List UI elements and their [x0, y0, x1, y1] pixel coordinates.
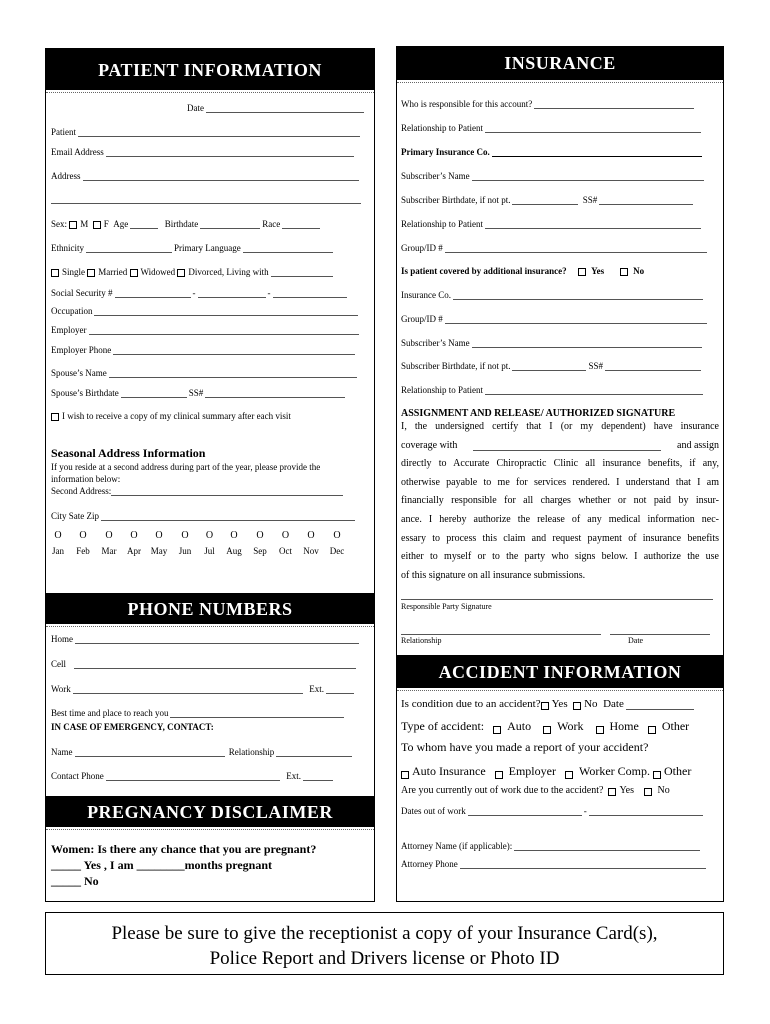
- spouse-ss-label: SS#: [188, 388, 204, 398]
- work-phone-field[interactable]: [73, 685, 303, 694]
- accident-date-label: Date: [603, 698, 624, 710]
- out-of-work-yes-label: Yes: [619, 785, 634, 796]
- subscriber-birthdate-field[interactable]: [512, 196, 578, 205]
- month-label: Oct: [279, 546, 292, 556]
- ext-field[interactable]: [326, 685, 354, 694]
- ethnicity-field[interactable]: [86, 244, 172, 253]
- assignment-line: of this signature on all insurance submissions.: [401, 569, 586, 581]
- month-markers: [46, 530, 350, 541]
- clinical-summary-label: I wish to receive a copy of my clinical summary after each visit: [62, 411, 291, 421]
- seasonal-text-1: If you reside at a second address during part of the year, please provide the: [51, 462, 321, 472]
- accident-date-field[interactable]: [626, 701, 694, 710]
- widowed-checkbox[interactable]: [130, 269, 138, 277]
- subscriber-name-field[interactable]: [472, 172, 704, 181]
- auto-label: Auto: [507, 719, 532, 733]
- relationship-sign-label: Relationship: [401, 636, 442, 645]
- female-label: F: [103, 219, 109, 229]
- out-of-work-yes-checkbox[interactable]: [608, 788, 616, 796]
- other-report-checkbox[interactable]: [653, 771, 661, 779]
- assignment-text: [401, 418, 719, 585]
- assignment-line: either to myself or to the party who signs below. I authorize the use: [401, 551, 719, 563]
- home-phone-label: Home: [51, 634, 73, 644]
- month-label: Mar: [101, 546, 117, 556]
- divider: [397, 82, 723, 83]
- work-phone-label: Work: [51, 684, 71, 694]
- month-marker[interactable]: O: [105, 530, 113, 541]
- female-checkbox[interactable]: [93, 221, 101, 229]
- cell-phone-field[interactable]: [74, 660, 356, 669]
- assignment-line: I, the undersigned certify that I (or my dependent) have insurance: [401, 421, 719, 432]
- second-address-field[interactable]: [111, 487, 343, 496]
- relationship-field-3[interactable]: [485, 386, 703, 395]
- address-label: Address: [51, 171, 81, 181]
- additional-yes-checkbox[interactable]: [578, 268, 586, 276]
- accident-information-title: ACCIDENT INFORMATION: [438, 662, 682, 682]
- city-state-zip-field[interactable]: [101, 512, 355, 521]
- month-labels: [46, 546, 350, 556]
- group-id-label-2: Group/ID #: [401, 314, 443, 324]
- insurance-title: INSURANCE: [504, 53, 616, 73]
- relationship-field-2[interactable]: [485, 220, 701, 229]
- insurance-co-field[interactable]: [453, 291, 703, 300]
- dates-out-from-field[interactable]: [468, 807, 582, 816]
- date-label: Date: [187, 103, 204, 113]
- attorney-phone-label: Attorney Phone: [401, 859, 458, 869]
- divider: [46, 829, 374, 830]
- out-of-work-no-checkbox[interactable]: [644, 788, 652, 796]
- month-label: Sep: [253, 546, 267, 556]
- spouse-name-field[interactable]: [109, 369, 357, 378]
- attorney-name-field[interactable]: [514, 842, 700, 851]
- assignment-line: directly to Accurate Chiropractic Clinic all insurance benefits, if any,: [401, 458, 719, 470]
- out-of-work-label: Are you currently out of work due to the accident?: [401, 785, 604, 796]
- divorced-checkbox[interactable]: [177, 269, 185, 277]
- other-report-label: Other: [664, 764, 692, 778]
- employer-phone-field[interactable]: [113, 346, 355, 355]
- month-marker[interactable]: O: [333, 530, 341, 541]
- pregnancy-months-blank[interactable]: ________: [136, 858, 185, 872]
- coverage-with-label: coverage with: [401, 439, 458, 451]
- ssn-field-1[interactable]: [115, 289, 191, 298]
- contact-phone-label: Contact Phone: [51, 771, 104, 781]
- month-marker[interactable]: O: [256, 530, 264, 541]
- footer-line-2: Police Report and Drivers license or Photo ID: [209, 948, 560, 969]
- assignment-line: essary to process this claim and request payment of insurance benefits: [401, 532, 719, 544]
- ssn-field-2[interactable]: [198, 289, 266, 298]
- second-address-label: Second Address:: [51, 486, 112, 496]
- age-label: Age: [113, 219, 129, 229]
- assignment-line: [401, 437, 719, 456]
- male-checkbox[interactable]: [69, 221, 77, 229]
- assignment-line: financially responsible for all charges whether or not paid by insur-: [401, 495, 719, 507]
- address-field[interactable]: [83, 172, 359, 181]
- dash: -: [267, 288, 271, 298]
- contact-phone-field[interactable]: [106, 772, 280, 781]
- married-label: Married: [98, 267, 128, 277]
- group-id-field-2[interactable]: [445, 315, 707, 324]
- relationship-field[interactable]: [485, 124, 701, 133]
- relationship-label: Relationship to Patient: [401, 123, 483, 133]
- month-marker[interactable]: O: [281, 530, 290, 541]
- emergency-contact-heading: IN CASE OF EMERGENCY, CONTACT:: [51, 722, 214, 732]
- assignment-title: ASSIGNMENT AND RELEASE/ AUTHORIZED SIGNATURE: [401, 408, 676, 419]
- phone-numbers-header: [46, 594, 374, 624]
- month-marker[interactable]: O: [181, 530, 189, 541]
- employer-label: Employer: [51, 325, 87, 335]
- date-sign-label: Date: [628, 636, 644, 645]
- group-id-field[interactable]: [445, 244, 707, 253]
- workers-comp-checkbox[interactable]: [565, 771, 573, 779]
- relationship-sign-line[interactable]: [401, 634, 601, 635]
- employer-label: Employer: [508, 764, 556, 778]
- ssn-label: Social Security #: [51, 288, 113, 298]
- pregnancy-no-label: No: [84, 874, 99, 888]
- living-with-field[interactable]: [271, 268, 333, 277]
- out-of-work-no-label: No: [657, 785, 670, 796]
- month-label: May: [150, 546, 168, 556]
- additional-no-checkbox[interactable]: [620, 268, 628, 276]
- divorced-label: Divorced, Living with: [188, 267, 269, 277]
- month-marker[interactable]: O: [205, 530, 214, 541]
- work-checkbox[interactable]: [543, 726, 551, 734]
- additional-yes-label: Yes: [591, 266, 605, 276]
- sex-label: Sex:: [51, 219, 68, 229]
- accident-condition-label: Is condition due to an accident?: [401, 698, 541, 710]
- spouse-name-label: Spouse’s Name: [51, 368, 107, 378]
- address-field-line-2[interactable]: [51, 195, 361, 204]
- best-time-label: Best time and place to reach you: [51, 708, 169, 718]
- accident-no-label: No: [584, 698, 598, 710]
- accident-information-header: [397, 656, 723, 688]
- race-label: Race: [262, 219, 281, 229]
- employer-phone-label: Employer Phone: [51, 345, 112, 355]
- subscriber-name-label-2: Subscriber’s Name: [401, 338, 470, 348]
- date-sign-line[interactable]: [610, 634, 710, 635]
- month-label: Feb: [76, 546, 90, 556]
- email-label: Email Address: [51, 147, 104, 157]
- spouse-birthdate-field[interactable]: [121, 389, 187, 398]
- work-label: Work: [557, 719, 584, 733]
- pregnancy-disclaimer-header: [46, 797, 374, 827]
- occupation-label: Occupation: [51, 306, 93, 316]
- month-label: Nov: [303, 546, 319, 556]
- month-label: Jul: [204, 546, 215, 556]
- emergency-relationship-label: Relationship: [228, 747, 275, 757]
- relationship-label-2: Relationship to Patient: [401, 219, 483, 229]
- report-question: To whom have you made a report of your accident?: [401, 740, 649, 754]
- dates-out-label: Dates out of work: [401, 806, 466, 816]
- subscriber-ss-label: SS#: [582, 195, 598, 205]
- attorney-phone-field[interactable]: [460, 860, 706, 869]
- month-marker[interactable]: O: [155, 530, 163, 541]
- primary-insurance-field[interactable]: [492, 148, 702, 157]
- email-field[interactable]: [106, 148, 354, 157]
- subscriber-birthdate-field-2[interactable]: [512, 362, 586, 371]
- month-marker[interactable]: O: [307, 530, 315, 541]
- insurance-co-label: Insurance Co.: [401, 290, 451, 300]
- month-label: Aug: [226, 546, 242, 556]
- insurance-header: [397, 47, 723, 80]
- single-checkbox[interactable]: [51, 269, 59, 277]
- home-phone-field[interactable]: [75, 635, 359, 644]
- other-label: Other: [661, 719, 690, 733]
- relationship-label-3: Relationship to Patient: [401, 385, 483, 395]
- phone-numbers-title: PHONE NUMBERS: [127, 599, 293, 619]
- month-label: Apr: [127, 546, 141, 556]
- pregnancy-months-label: months pregnant: [184, 858, 273, 872]
- pregnancy-yes-row: [51, 858, 272, 873]
- pregnancy-no-blank[interactable]: _____: [51, 874, 81, 888]
- single-label: Single: [62, 267, 86, 277]
- attorney-name-label: Attorney Name (if applicable):: [401, 841, 513, 851]
- patient-information-header: [46, 49, 374, 90]
- married-checkbox[interactable]: [87, 269, 95, 277]
- spouse-ss-field[interactable]: [205, 389, 345, 398]
- signature-line[interactable]: [401, 599, 713, 600]
- spouse-birthdate-label: Spouse’s Birthdate: [51, 388, 119, 398]
- month-marker[interactable]: O: [230, 530, 238, 541]
- responsible-field[interactable]: [534, 100, 694, 109]
- race-field[interactable]: [282, 220, 320, 229]
- responsible-signature-label: Responsible Party Signature: [401, 602, 492, 611]
- month-label: Dec: [329, 546, 345, 556]
- additional-insurance-label: Is patient covered by additional insurance?: [401, 266, 567, 276]
- patient-name-field[interactable]: [78, 128, 360, 137]
- month-marker[interactable]: O: [54, 530, 62, 541]
- contact-ext-label: Ext.: [286, 771, 301, 781]
- group-id-label: Group/ID #: [401, 243, 443, 253]
- patient-label: Patient: [51, 127, 76, 137]
- emergency-name-field[interactable]: [75, 748, 225, 757]
- subscriber-ss-field-2[interactable]: [605, 362, 701, 371]
- primary-language-label: Primary Language: [174, 243, 241, 253]
- ext-label: Ext.: [309, 684, 325, 694]
- clinical-summary-checkbox[interactable]: [51, 413, 59, 421]
- responsible-label: Who is responsible for this account?: [401, 99, 533, 109]
- dash: -: [192, 288, 196, 298]
- pregnancy-disclaimer-title: PREGNANCY DISCLAIMER: [87, 802, 333, 822]
- subscriber-ss-label-2: SS#: [588, 361, 603, 371]
- city-state-zip-label: City Sate Zip: [51, 511, 99, 521]
- auto-checkbox[interactable]: [493, 726, 501, 734]
- occupation-field[interactable]: [94, 307, 358, 316]
- emergency-name-label: Name: [51, 747, 73, 757]
- employer-checkbox[interactable]: [495, 771, 503, 779]
- accident-no-checkbox[interactable]: [573, 702, 581, 710]
- employer-field[interactable]: [89, 326, 359, 335]
- primary-language-field[interactable]: [243, 244, 333, 253]
- month-label: Jan: [52, 546, 64, 556]
- birthdate-field[interactable]: [200, 220, 260, 229]
- pregnancy-no-row: [51, 874, 99, 889]
- auto-insurance-label: Auto Insurance: [412, 764, 486, 778]
- home-checkbox[interactable]: [596, 726, 604, 734]
- cell-phone-label: Cell: [51, 659, 66, 669]
- additional-no-label: No: [633, 266, 645, 276]
- age-field[interactable]: [130, 220, 158, 229]
- dash: -: [583, 806, 587, 816]
- divider: [397, 690, 723, 691]
- birthdate-label: Birthdate: [164, 219, 199, 229]
- subscriber-birthdate-label-2: Subscriber Birthdate, if not pt.: [401, 361, 511, 371]
- subscriber-ss-field[interactable]: [599, 196, 693, 205]
- footer-line-1: Please be sure to give the receptionist a copy of your Insurance Card(s),: [111, 923, 658, 944]
- assignment-line: otherwise payable to me for services rendered. I understand that I am: [401, 476, 719, 488]
- best-time-field[interactable]: [170, 709, 344, 718]
- other-checkbox[interactable]: [648, 726, 656, 734]
- divider: [46, 626, 374, 627]
- assignment-line: ance. I hereby authorize the release of any medical information nec-: [401, 513, 719, 525]
- month-marker[interactable]: O: [79, 530, 87, 541]
- male-label: M: [80, 219, 89, 229]
- patient-information-title: PATIENT INFORMATION: [98, 60, 322, 80]
- date-field[interactable]: [206, 104, 364, 113]
- emergency-relationship-field[interactable]: [276, 748, 352, 757]
- subscriber-name-label: Subscriber’s Name: [401, 171, 470, 181]
- pregnancy-yes-blank[interactable]: _____: [51, 858, 81, 872]
- month-marker[interactable]: O: [130, 530, 138, 541]
- and-assign-label: and assign: [677, 439, 719, 451]
- seasonal-text-2: information below:: [51, 474, 121, 484]
- ethnicity-label: Ethnicity: [51, 243, 84, 253]
- month-label: Jun: [178, 546, 192, 556]
- dates-out-to-field[interactable]: [589, 807, 703, 816]
- accident-type-label: Type of accident:: [401, 719, 485, 733]
- pregnancy-question: Women: Is there any chance that you are pregnant?: [51, 842, 317, 856]
- seasonal-title: Seasonal Address Information: [51, 446, 206, 460]
- widowed-label: Widowed: [140, 267, 176, 277]
- footer-notice: [45, 912, 724, 975]
- coverage-with-field[interactable]: [473, 441, 661, 451]
- primary-insurance-label: Primary Insurance Co.: [401, 147, 490, 157]
- pregnancy-yes-label: Yes , I am: [83, 858, 134, 872]
- divider: [46, 92, 374, 93]
- subscriber-name-field-2[interactable]: [472, 339, 702, 348]
- ssn-field-3[interactable]: [273, 289, 347, 298]
- accident-yes-label: Yes: [551, 698, 568, 710]
- subscriber-birthdate-label: Subscriber Birthdate, if not pt.: [401, 195, 511, 205]
- workers-comp-label: Worker Comp.: [578, 764, 650, 778]
- contact-ext-field[interactable]: [303, 772, 333, 781]
- accident-yes-checkbox[interactable]: [541, 702, 549, 710]
- auto-insurance-checkbox[interactable]: [401, 771, 409, 779]
- home-label: Home: [609, 719, 639, 733]
